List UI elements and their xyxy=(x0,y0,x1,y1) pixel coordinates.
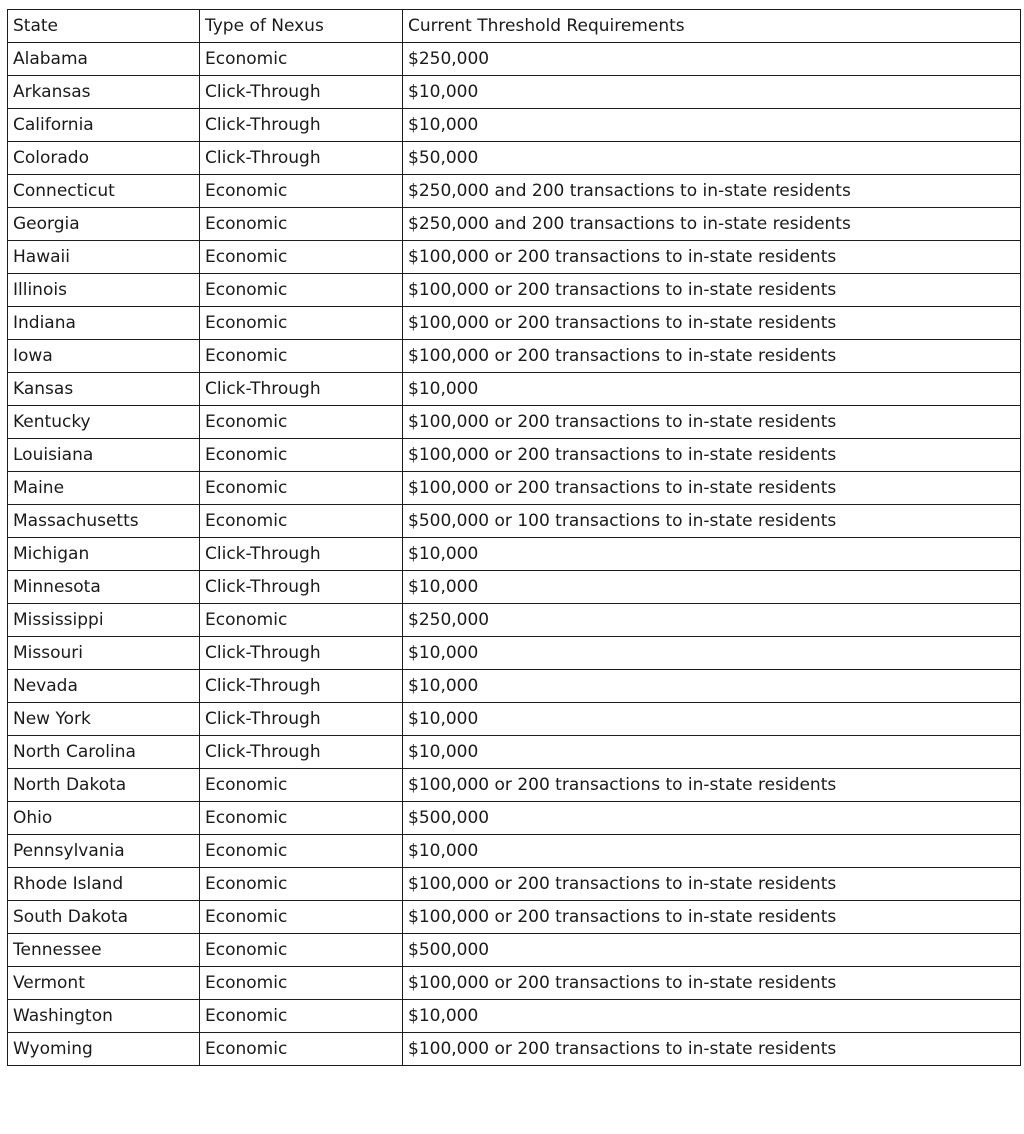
table-row xyxy=(8,274,1021,307)
cell-type-of-nexus: Economic xyxy=(200,208,403,241)
cell-state: Massachusetts xyxy=(8,505,200,538)
table-row xyxy=(8,901,1021,934)
cell-threshold-requirement: $10,000 xyxy=(403,703,1021,736)
table-row xyxy=(8,736,1021,769)
table-row xyxy=(8,373,1021,406)
table-row xyxy=(8,439,1021,472)
table-row xyxy=(8,637,1021,670)
cell-type-of-nexus: Click-Through xyxy=(200,538,403,571)
cell-type-of-nexus: Economic xyxy=(200,1033,403,1066)
cell-type-of-nexus: Economic xyxy=(200,769,403,802)
cell-state: Missouri xyxy=(8,637,200,670)
table-row xyxy=(8,835,1021,868)
cell-state: Louisiana xyxy=(8,439,200,472)
table-row xyxy=(8,670,1021,703)
cell-type-of-nexus: Economic xyxy=(200,439,403,472)
table-row xyxy=(8,934,1021,967)
cell-type-of-nexus: Economic xyxy=(200,835,403,868)
cell-state: Kansas xyxy=(8,373,200,406)
cell-state: Connecticut xyxy=(8,175,200,208)
table-row xyxy=(8,109,1021,142)
cell-threshold-requirement: $10,000 xyxy=(403,538,1021,571)
cell-threshold-requirement: $100,000 or 200 transactions to in-state residents xyxy=(403,241,1021,274)
cell-threshold-requirement: $100,000 or 200 transactions to in-state residents xyxy=(403,472,1021,505)
cell-state: Michigan xyxy=(8,538,200,571)
header-type-of-nexus: Type of Nexus xyxy=(200,10,403,43)
cell-threshold-requirement: $500,000 or 100 transactions to in-state residents xyxy=(403,505,1021,538)
cell-type-of-nexus: Economic xyxy=(200,901,403,934)
cell-type-of-nexus: Economic xyxy=(200,934,403,967)
cell-type-of-nexus: Economic xyxy=(200,307,403,340)
cell-type-of-nexus: Economic xyxy=(200,472,403,505)
cell-state: Georgia xyxy=(8,208,200,241)
table-row xyxy=(8,1033,1021,1066)
cell-threshold-requirement: $250,000 xyxy=(403,43,1021,76)
cell-type-of-nexus: Click-Through xyxy=(200,373,403,406)
cell-type-of-nexus: Click-Through xyxy=(200,109,403,142)
cell-type-of-nexus: Economic xyxy=(200,802,403,835)
table-row xyxy=(8,571,1021,604)
cell-state: Minnesota xyxy=(8,571,200,604)
cell-threshold-requirement: $100,000 or 200 transactions to in-state residents xyxy=(403,406,1021,439)
cell-type-of-nexus: Economic xyxy=(200,43,403,76)
table-row xyxy=(8,868,1021,901)
cell-threshold-requirement: $250,000 and 200 transactions to in-state residents xyxy=(403,175,1021,208)
cell-state: Mississippi xyxy=(8,604,200,637)
table-row xyxy=(8,505,1021,538)
table-row xyxy=(8,208,1021,241)
table-body xyxy=(8,10,1021,1066)
cell-state: Ohio xyxy=(8,802,200,835)
cell-state: Tennessee xyxy=(8,934,200,967)
cell-threshold-requirement: $10,000 xyxy=(403,571,1021,604)
cell-threshold-requirement: $100,000 or 200 transactions to in-state residents xyxy=(403,340,1021,373)
cell-threshold-requirement: $100,000 or 200 transactions to in-state residents xyxy=(403,307,1021,340)
table-row xyxy=(8,142,1021,175)
cell-threshold-requirement: $10,000 xyxy=(403,736,1021,769)
cell-state: Wyoming xyxy=(8,1033,200,1066)
cell-threshold-requirement: $100,000 or 200 transactions to in-state residents xyxy=(403,901,1021,934)
cell-state: Maine xyxy=(8,472,200,505)
header-row xyxy=(8,10,1021,43)
cell-threshold-requirement: $100,000 or 200 transactions to in-state residents xyxy=(403,274,1021,307)
table-row xyxy=(8,703,1021,736)
table-row xyxy=(8,307,1021,340)
cell-state: Illinois xyxy=(8,274,200,307)
cell-threshold-requirement: $100,000 or 200 transactions to in-state residents xyxy=(403,868,1021,901)
table-row xyxy=(8,43,1021,76)
cell-state: Nevada xyxy=(8,670,200,703)
cell-type-of-nexus: Economic xyxy=(200,868,403,901)
cell-threshold-requirement: $10,000 xyxy=(403,373,1021,406)
cell-type-of-nexus: Click-Through xyxy=(200,736,403,769)
cell-type-of-nexus: Click-Through xyxy=(200,76,403,109)
cell-threshold-requirement: $50,000 xyxy=(403,142,1021,175)
cell-state: Alabama xyxy=(8,43,200,76)
cell-state: Pennsylvania xyxy=(8,835,200,868)
table-row xyxy=(8,604,1021,637)
nexus-threshold-table xyxy=(7,9,1021,1066)
cell-threshold-requirement: $10,000 xyxy=(403,835,1021,868)
cell-threshold-requirement: $10,000 xyxy=(403,637,1021,670)
cell-threshold-requirement: $100,000 or 200 transactions to in-state residents xyxy=(403,1033,1021,1066)
table-row xyxy=(8,967,1021,1000)
table-row xyxy=(8,538,1021,571)
cell-threshold-requirement: $250,000 xyxy=(403,604,1021,637)
cell-type-of-nexus: Economic xyxy=(200,406,403,439)
cell-threshold-requirement: $250,000 and 200 transactions to in-state residents xyxy=(403,208,1021,241)
table-row xyxy=(8,241,1021,274)
cell-threshold-requirement: $100,000 or 200 transactions to in-state residents xyxy=(403,439,1021,472)
cell-type-of-nexus: Click-Through xyxy=(200,703,403,736)
cell-type-of-nexus: Economic xyxy=(200,967,403,1000)
cell-threshold-requirement: $10,000 xyxy=(403,76,1021,109)
cell-threshold-requirement: $100,000 or 200 transactions to in-state residents xyxy=(403,769,1021,802)
header-state: State xyxy=(8,10,200,43)
cell-type-of-nexus: Economic xyxy=(200,241,403,274)
cell-state: California xyxy=(8,109,200,142)
cell-type-of-nexus: Economic xyxy=(200,1000,403,1033)
table-row xyxy=(8,802,1021,835)
table-row xyxy=(8,406,1021,439)
cell-type-of-nexus: Economic xyxy=(200,505,403,538)
cell-state: North Dakota xyxy=(8,769,200,802)
cell-state: Kentucky xyxy=(8,406,200,439)
cell-state: Hawaii xyxy=(8,241,200,274)
cell-state: Iowa xyxy=(8,340,200,373)
cell-type-of-nexus: Click-Through xyxy=(200,637,403,670)
cell-type-of-nexus: Click-Through xyxy=(200,142,403,175)
cell-state: Colorado xyxy=(8,142,200,175)
cell-type-of-nexus: Economic xyxy=(200,604,403,637)
cell-type-of-nexus: Economic xyxy=(200,340,403,373)
table-row xyxy=(8,769,1021,802)
table-row xyxy=(8,472,1021,505)
cell-state: Rhode Island xyxy=(8,868,200,901)
cell-type-of-nexus: Economic xyxy=(200,175,403,208)
cell-state: South Dakota xyxy=(8,901,200,934)
cell-type-of-nexus: Click-Through xyxy=(200,571,403,604)
cell-state: Arkansas xyxy=(8,76,200,109)
cell-state: Indiana xyxy=(8,307,200,340)
cell-type-of-nexus: Economic xyxy=(200,274,403,307)
cell-state: Vermont xyxy=(8,967,200,1000)
table-row xyxy=(8,175,1021,208)
cell-state: North Carolina xyxy=(8,736,200,769)
table-row xyxy=(8,1000,1021,1033)
cell-threshold-requirement: $10,000 xyxy=(403,670,1021,703)
cell-threshold-requirement: $10,000 xyxy=(403,109,1021,142)
header-threshold-requirements: Current Threshold Requirements xyxy=(403,10,1021,43)
table-row xyxy=(8,76,1021,109)
cell-state: New York xyxy=(8,703,200,736)
table-row xyxy=(8,340,1021,373)
cell-threshold-requirement: $10,000 xyxy=(403,1000,1021,1033)
cell-type-of-nexus: Click-Through xyxy=(200,670,403,703)
cell-threshold-requirement: $500,000 xyxy=(403,802,1021,835)
cell-threshold-requirement: $100,000 or 200 transactions to in-state residents xyxy=(403,967,1021,1000)
cell-threshold-requirement: $500,000 xyxy=(403,934,1021,967)
cell-state: Washington xyxy=(8,1000,200,1033)
